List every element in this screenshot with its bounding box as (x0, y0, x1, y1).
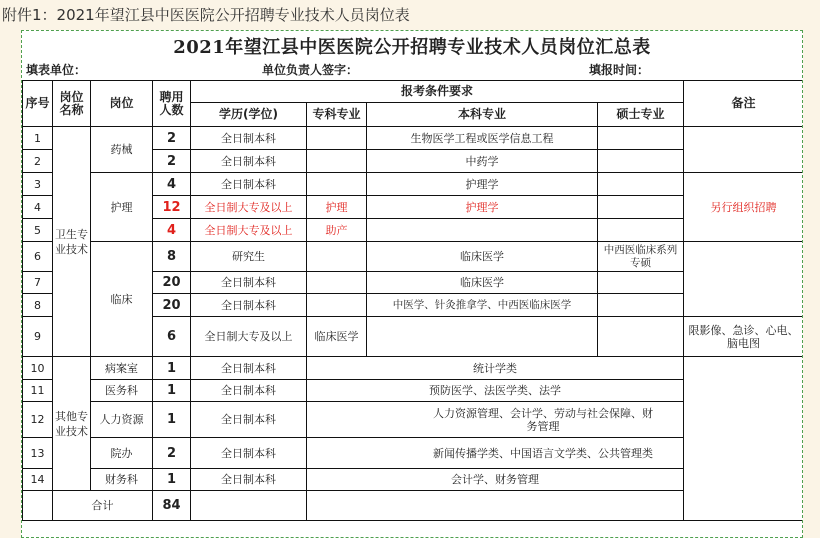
cell-post: 病案室 (91, 357, 153, 380)
cell-bachelor: 生物医学工程或医学信息工程 (367, 127, 598, 150)
cell-education: 全日制本科 (191, 438, 307, 469)
cell-remark-empty (684, 127, 803, 173)
cell-education: 全日制大专及以上 (191, 317, 307, 357)
cell-post: 医务科 (91, 380, 153, 402)
header-requirements: 报考条件要求 (191, 81, 684, 103)
header-category: 岗位名称 (53, 81, 91, 127)
cell-seq: 5 (23, 219, 53, 242)
table-title: 2021年望江县中医医院公开招聘专业技术人员岗位汇总表 (173, 37, 651, 58)
cell-count: 8 (153, 242, 191, 272)
cell-remark-empty (684, 242, 803, 317)
cell-bachelor (367, 219, 598, 242)
header-master: 硕士专业 (598, 103, 684, 127)
cell-count: 1 (153, 469, 191, 491)
cell-education: 研究生 (191, 242, 307, 272)
cell-bachelor-text: 新闻传播学类、中国语言文学类、公共管理类 (433, 446, 653, 460)
cell-education: 全日制大专及以上 (191, 219, 307, 242)
cell-seq: 9 (23, 317, 53, 357)
cell-bachelor (307, 402, 684, 438)
cell-junior (307, 242, 367, 272)
cell-junior (307, 272, 367, 294)
cell-count: 20 (153, 294, 191, 317)
cell-bachelor (307, 438, 684, 469)
cell-education: 全日制本科 (191, 294, 307, 317)
post-clinical: 临床 (91, 242, 153, 357)
cell-seq: 3 (23, 173, 53, 196)
cell-master (598, 173, 684, 196)
cell-junior (307, 150, 367, 173)
total-count: 84 (153, 491, 191, 521)
cell-junior: 临床医学 (307, 317, 367, 357)
nursing-remark: 另行组织招聘 (684, 173, 803, 242)
cell-bachelor (367, 317, 598, 357)
cell-seq: 6 (23, 242, 53, 272)
cell-master (598, 272, 684, 294)
cell-education: 全日制本科 (191, 173, 307, 196)
cell-junior (307, 127, 367, 150)
cell-master: 中西医临床系列专硕 (598, 242, 684, 272)
cell-bachelor: 临床医学 (367, 272, 598, 294)
cell-education: 全日制本科 (191, 402, 307, 438)
cell-junior (307, 294, 367, 317)
cell-bachelor: 中药学 (367, 150, 598, 173)
cell-post: 人力资源 (91, 402, 153, 438)
attachment-caption: 附件1：2021年望江县中医医院公开招聘专业技术人员岗位表 (2, 6, 410, 24)
cell-master (598, 150, 684, 173)
cell-master (598, 317, 684, 357)
cell-count: 2 (153, 127, 191, 150)
cell-seq: 13 (23, 438, 53, 469)
cell-seq: 12 (23, 402, 53, 438)
header-remark: 备注 (684, 81, 803, 127)
cell-junior: 助产 (307, 219, 367, 242)
cell-bachelor: 统计学类 (307, 357, 684, 380)
cell-bachelor-text: 人力资源管理、会计学、劳动与社会保障、财务管理 (433, 406, 653, 433)
meta-leader: 单位负责人签字： (262, 63, 359, 77)
cell-seq-empty (23, 491, 53, 521)
cell-count: 2 (153, 150, 191, 173)
cell-bachelor: 护理学 (367, 196, 598, 219)
group-other: 其他专业技术 (53, 357, 91, 491)
cell-education: 全日制本科 (191, 272, 307, 294)
cell-education: 全日制本科 (191, 357, 307, 380)
cell-seq: 2 (23, 150, 53, 173)
cell-count: 20 (153, 272, 191, 294)
group-health: 卫生专业技术 (53, 127, 91, 357)
post-pharmacy: 药械 (91, 127, 153, 173)
cell-seq: 1 (23, 127, 53, 150)
cell-master (598, 294, 684, 317)
meta-time: 填报时间： (589, 63, 650, 77)
post-nursing: 护理 (91, 173, 153, 242)
cell-bachelor: 临床医学 (367, 242, 598, 272)
cell-education: 全日制本科 (191, 469, 307, 491)
cell-bachelor: 会计学、财务管理 (307, 469, 684, 491)
cell-junior: 护理 (307, 196, 367, 219)
header-bachelor: 本科专业 (367, 103, 598, 127)
total-label: 合计 (53, 491, 153, 521)
cell-post: 院办 (91, 438, 153, 469)
cell-count: 6 (153, 317, 191, 357)
cell-master (598, 127, 684, 150)
cell-empty (307, 491, 684, 521)
positions-table (22, 80, 803, 521)
header-junior: 专科专业 (307, 103, 367, 127)
cell-master (598, 219, 684, 242)
cell-seq: 7 (23, 272, 53, 294)
cell-seq: 10 (23, 357, 53, 380)
cell-seq: 4 (23, 196, 53, 219)
cell-remark: 限影像、急诊、心电、脑电图 (684, 317, 803, 357)
cell-seq: 8 (23, 294, 53, 317)
cell-remark-empty (684, 357, 803, 521)
cell-bachelor: 预防医学、法医学类、法学 (307, 380, 684, 402)
cell-count: 2 (153, 438, 191, 469)
cell-count: 1 (153, 402, 191, 438)
header-education: 学历(学位) (191, 103, 307, 127)
header-count: 聘用人数 (153, 81, 191, 127)
cell-empty (191, 491, 307, 521)
cell-count: 1 (153, 357, 191, 380)
cell-count: 4 (153, 219, 191, 242)
cell-bachelor: 中医学、针灸推拿学、中西医临床医学 (367, 294, 598, 317)
cell-education: 全日制本科 (191, 150, 307, 173)
cell-bachelor: 护理学 (367, 173, 598, 196)
cell-seq: 14 (23, 469, 53, 491)
cell-count: 12 (153, 196, 191, 219)
cell-master (598, 196, 684, 219)
header-post: 岗位 (91, 81, 153, 127)
meta-unit: 填表单位： (26, 63, 87, 77)
cell-seq: 11 (23, 380, 53, 402)
cell-education: 全日制大专及以上 (191, 196, 307, 219)
header-seq: 序号 (23, 81, 53, 127)
cell-count: 4 (153, 173, 191, 196)
cell-post: 财务科 (91, 469, 153, 491)
cell-count: 1 (153, 380, 191, 402)
spreadsheet (21, 30, 803, 538)
cell-junior (307, 173, 367, 196)
cell-education: 全日制本科 (191, 127, 307, 150)
cell-education: 全日制本科 (191, 380, 307, 402)
